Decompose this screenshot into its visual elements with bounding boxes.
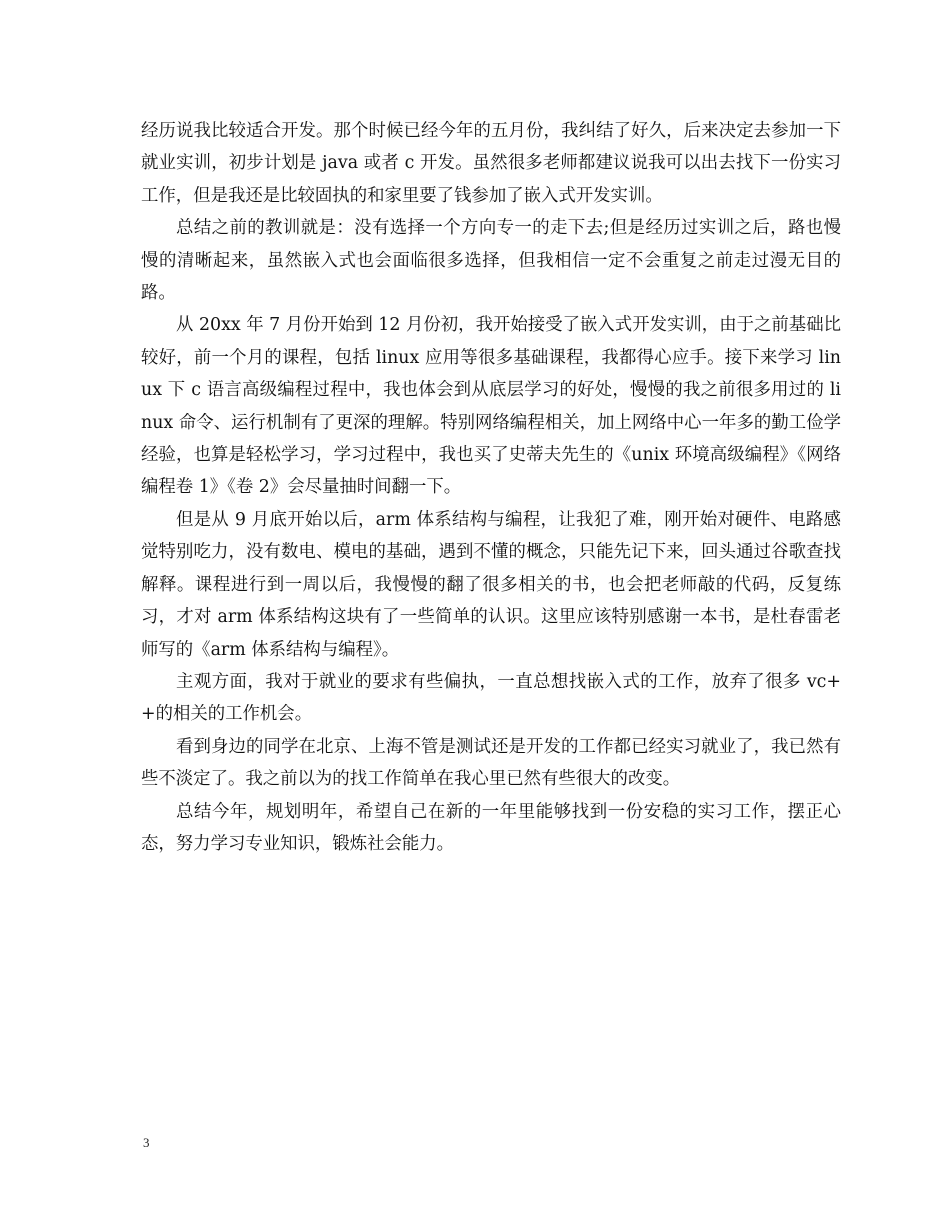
page-number: 3 <box>143 1135 150 1150</box>
paragraph-2: 总结之前的教训就是：没有选择一个方向专一的走下去;但是经历过实训之后，路也慢慢的清晰起来，虽然嵌入式也会面临很多选择，但我相信一定不会重复之前走过漫无目的路。 <box>141 218 841 304</box>
paragraph-1: 经历说我比较适合开发。那个时候已经今年的五月份，我纠结了好久，后来决定去参加一下就业实训，初步计划是 java 或者 c 开发。虽然很多老师都建议说我可以出去找下一份实习工作，但是我还是比较固执的和家里要了钱参加了嵌入式开发实训。 <box>141 121 841 206</box>
paragraph-7: 总结今年，规划明年，希望自己在新的一年里能够找到一份安稳的实习工作，摆正心态，努力学习专业知识，锻炼社会能力。 <box>141 801 841 854</box>
paragraph-5: 主观方面，我对于就业的要求有些偏执，一直总想找嵌入式的工作，放弃了很多 vc++的相关的工作机会。 <box>141 671 841 725</box>
paragraph-3: 从 20xx 年 7 月份开始到 12 月份初，我开始接受了嵌入式开发实训，由于之前基础比较好，前一个月的课程，包括 linux 应用等很多基础课程，我都得心应手。接下来学习 linux 下 c 语言高级编程过程中，我也体会到从底层学习的好处，慢慢的我之前很多用过的 linux 命令、运行机制有了更深的理解。特别网络编程相关，加上网络中心一年多的勤工俭学经验，也算是轻松学习，学习过程中，我也买了史蒂夫先生的《unix 环境高级编程》《网络编程卷 1》《卷 2》会尽量抽时间翻一下。 <box>141 315 841 498</box>
document-body <box>141 115 841 860</box>
paragraph-6: 看到身边的同学在北京、上海不管是测试还是开发的工作都已经实习就业了，我已然有些不淡定了。我之前以为的找工作简单在我心里已然有些很大的改变。 <box>141 736 841 790</box>
paragraph-4: 但是从 9 月底开始以后，arm 体系结构与编程，让我犯了难，刚开始对硬件、电路感觉特别吃力，没有数电、模电的基础，遇到不懂的概念，只能先记下来，回头通过谷歌查找解释。课程进行到一周以后，我慢慢的翻了很多相关的书，也会把老师敲的代码，反复练习，才对 arm 体系结构这块有了一些简单的认识。这里应该特别感谢一本书，是杜春雷老师写的《arm 体系结构与编程》。 <box>141 509 841 660</box>
